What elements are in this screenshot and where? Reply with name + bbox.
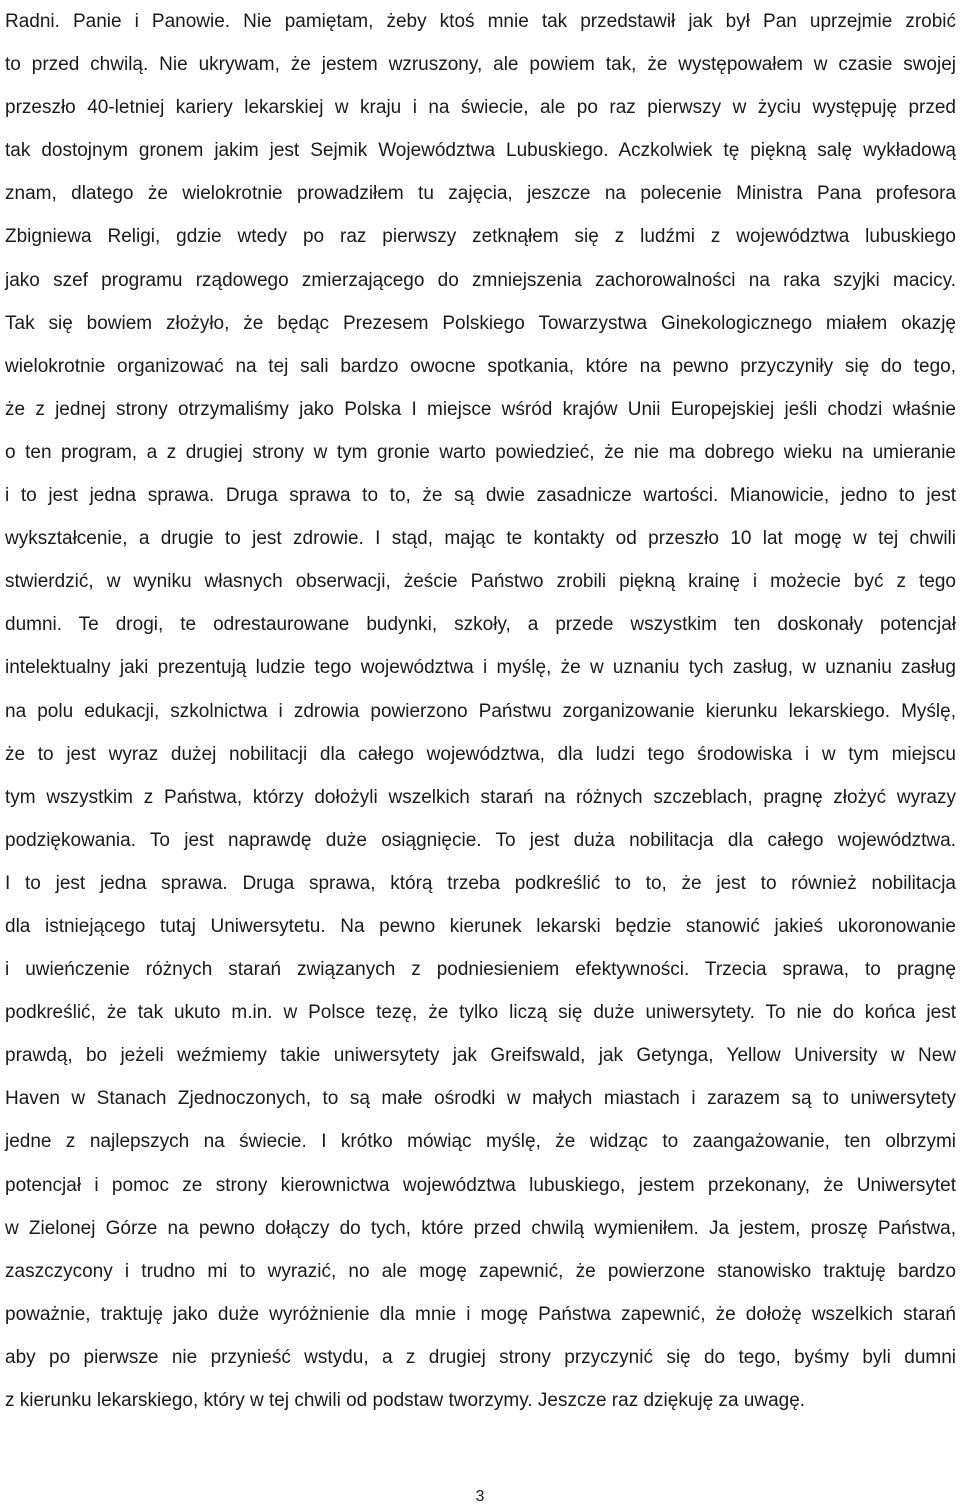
text-line: stwierdzić, w wyniku własnych obserwacji, żeście Państwo zrobili piękną krainę i możecie być z tego [5, 571, 956, 593]
text-line: Zbigniewa Religi, gdzie wtedy po raz pierwszy zetknąłem się z ludźmi z województwa lubuskiego [5, 226, 956, 248]
text-line: Radni. Panie i Panowie. Nie pamiętam, żeby ktoś mnie tak przedstawił jak był Pan uprzejmie zrobić [5, 11, 956, 32]
speech-paragraph [5, 0, 956, 1422]
text-line: jedne z najlepszych na świecie. I krótko mówiąc myślę, że widząc to zaangażowanie, ten olbrzymi [5, 1131, 956, 1153]
text-line: podkreślić, że tak ukuto m.in. w Polsce tezę, że tylko liczą się duże uniwersytety. To nie do końca jest [5, 1002, 956, 1024]
text-line: tak dostojnym gronem jakim jest Sejmik Województwa Lubuskiego. Aczkolwiek tę piękną salę wykładową [5, 140, 956, 162]
text-line: że z jednej strony otrzymaliśmy jako Polska I miejsce wśród krajów Unii Europejskiej jeśli chodzi właśnie [5, 398, 956, 420]
text-line: że to jest wyraz dużej nobilitacji dla całego województwa, dla ludzi tego środowiska i w tym miejscu [5, 743, 956, 765]
text-line: intelektualny jaki prezentują ludzie tego województwa i myślę, że w uznaniu tych zasług, w uznaniu zasług [5, 657, 956, 679]
text-line: jako szef programu rządowego zmierzającego do zmniejszenia zachorowalności na raka szyjki macicy. [5, 269, 956, 291]
text-line: I to jest jedna sprawa. Druga sprawa, którą trzeba podkreślić to to, że jest to również nobilitacja [5, 872, 956, 894]
text-line: dumni. Te drogi, te odrestaurowane budynki, szkoły, a przede wszystkim ten doskonały potencjał [5, 614, 956, 636]
text-line: podziękowania. To jest naprawdę duże osiągnięcie. To jest duża nobilitacja dla całego województwa. [5, 829, 956, 851]
text-line: i uwieńczenie różnych starań związanych z podniesieniem efektywności. Trzecia sprawa, to pragnę [5, 959, 956, 981]
text-line: Tak się bowiem złożyło, że będąc Prezesem Polskiego Towarzystwa Ginekologicznego miałem okazję [5, 312, 956, 334]
text-line: aby po pierwsze nie przynieść wstydu, a z drugiej strony przyczynić się do tego, byśmy byli dumni [5, 1346, 956, 1368]
text-line: i to jest jedna sprawa. Druga sprawa to to, że są dwie zasadnicze wartości. Mianowicie, jedno to jest [5, 485, 956, 507]
text-line: w Zielonej Górze na pewno dołączy do tych, które przed chwilą wymieniłem. Ja jestem, proszę Państwa, [5, 1217, 956, 1239]
text-line: na polu edukacji, szkolnictwa i zdrowia powierzono Państwu zorganizowanie kierunku lekarskiego. Myślę, [5, 700, 956, 722]
text-line: tym wszystkim z Państwa, którzy dołożyli wszelkich starań na różnych szczeblach, pragnę złożyć wyrazy [5, 786, 956, 808]
text-line: znam, dlatego że wielokrotnie prowadziłem tu zajęcia, jeszcze na polecenie Ministra Pana profesora [5, 183, 956, 205]
text-line: prawdą, bo jeżeli weźmiemy takie uniwersytety jak Greifswald, jak Getynga, Yellow University w New [5, 1045, 956, 1067]
text-line: wielokrotnie organizować na tej sali bardzo owocne spotkania, które na pewno przyczyniły się do tego, [5, 355, 956, 377]
text-line: poważnie, traktuję jako duże wyróżnienie dla mnie i mogę Państwa zapewnić, że dołożę wszelkich starań [5, 1303, 956, 1325]
text-line: to przed chwilą. Nie ukrywam, że jestem wzruszony, ale powiem tak, że występowałem w czasie swojej [5, 54, 956, 76]
text-line: wykształcenie, a drugie to jest zdrowie. I stąd, mając te kontakty od przeszło 10 lat mogę w tej chwili [5, 528, 956, 550]
text-line: Haven w Stanach Zjednoczonych, to są małe ośrodki w małych miastach i zarazem są to uniwersytety [5, 1088, 956, 1110]
text-line: potencjał i pomoc ze strony kierownictwa województwa lubuskiego, jestem przekonany, że Uniwersytet [5, 1174, 956, 1196]
page-number: 3 [475, 1488, 485, 1505]
text-line: zaszczycony i trudno mi to wyrazić, no ale mogę zapewnić, że powierzone stanowisko traktuję bardzo [5, 1260, 956, 1282]
text-line: dla istniejącego tutaj Uniwersytetu. Na pewno kierunek lekarski będzie stanowić jakieś ukoronowanie [5, 915, 956, 937]
text-line: z kierunku lekarskiego, który w tej chwili od podstaw tworzymy. Jeszcze raz dziękuję za uwagę. [5, 1390, 806, 1411]
text-line: o ten program, a z drugiej strony w tym gronie warto powiedzieć, że nie ma dobrego wieku na umieranie [5, 441, 956, 463]
text-line: przeszło 40-letniej kariery lekarskiej w kraju i na świecie, ale po raz pierwszy w życiu występuję przed [5, 97, 956, 119]
